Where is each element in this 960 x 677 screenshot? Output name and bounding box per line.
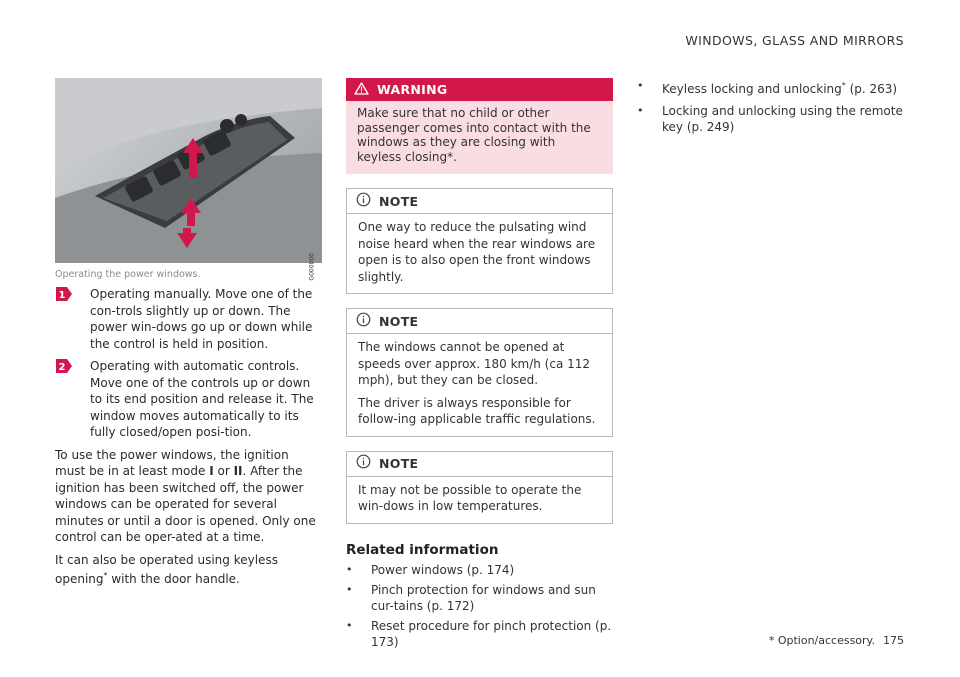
numbered-item-text: Operating manually. Move one of the con-trols slightly up or down. The power win-dows go up or down while the control is held in position. [90,287,313,351]
warning-box [346,78,613,174]
svg-text:1: 1 [58,290,66,301]
related-list [346,562,613,650]
info-circle-icon [356,192,371,211]
related-link-keyless-locking[interactable]: • Keyless locking and unlocking* (p. 263) [637,78,904,97]
note-header [347,309,612,334]
warning-label: WARNING [377,82,448,97]
ignition-paragraph: To use the power windows, the ignition must be in at least mode I or II. After the ignition has been switched off, the power windows can be operated for several minutes or until a door is opened. Only one control can be oper-ated at a time. [55,447,316,544]
keyless-paragraph: It can also be operated using keyless opening* with the door handle. [55,552,278,586]
numbered-item-2 [55,358,322,441]
numbered-item-1 [55,286,322,352]
page-footer [769,634,904,647]
related-link-remote-key[interactable]: • Locking and unlocking using the remote key (p. 249) [637,103,904,135]
related-link-reset-procedure[interactable]: • Reset procedure for pinch protection (p. 173) [346,618,613,650]
related-list-continued [637,78,904,135]
note-header [347,189,612,214]
info-circle-icon [356,312,371,331]
note-header [347,452,612,477]
column-middle [346,78,613,650]
info-circle-icon [356,454,371,473]
warning-triangle-icon [354,80,369,99]
warning-header [346,78,613,101]
warning-text: Make sure that no child or other passenger comes into contact with the windows as they are closing with keyless closing*. [357,106,591,164]
note-label: NOTE [379,456,419,471]
note-label: NOTE [379,313,419,329]
related-link-pinch-protection[interactable]: • Pinch protection for windows and sun cur-tains (p. 172) [346,582,613,614]
numbered-callout-icon [56,287,72,301]
column-right [637,76,904,141]
note-text: It may not be possible to operate the win-dows in low temperatures. [358,482,582,513]
numbered-callout-icon [56,359,72,373]
footnote: * Option/accessory. [768,634,875,647]
svg-text:2: 2 [58,362,66,373]
figure-caption: Operating the power windows. [55,269,201,280]
note-label: NOTE [379,193,419,209]
note-box-2 [346,308,613,437]
note-text: One way to reduce the pulsating wind noise heard when the rear windows are open is to also open the front windows slightly. [358,220,596,284]
related-information-heading: Related information [346,541,499,558]
numbered-item-text: Operating with automatic controls. Move one of the controls up or down to its end position and release it. The window moves automatically to its fully closed/open posi-tion. [90,359,314,439]
door-panel-illustration [55,78,322,263]
column-left [55,78,322,588]
note-box-1 [346,188,613,294]
note-text: The windows cannot be opened at speeds over approx. 180 km/h (ca 112 mph), but they can be closed. The driver is always responsible for follow-ing applicable traffic regulations. [358,340,596,426]
section-title: WINDOWS, GLASS AND MIRRORS [685,33,904,48]
page-number: 175 [883,634,904,647]
related-link-power-windows[interactable]: • Power windows (p. 174) [346,562,613,578]
note-box-3 [346,451,613,524]
image-code: G000000 [309,253,316,281]
